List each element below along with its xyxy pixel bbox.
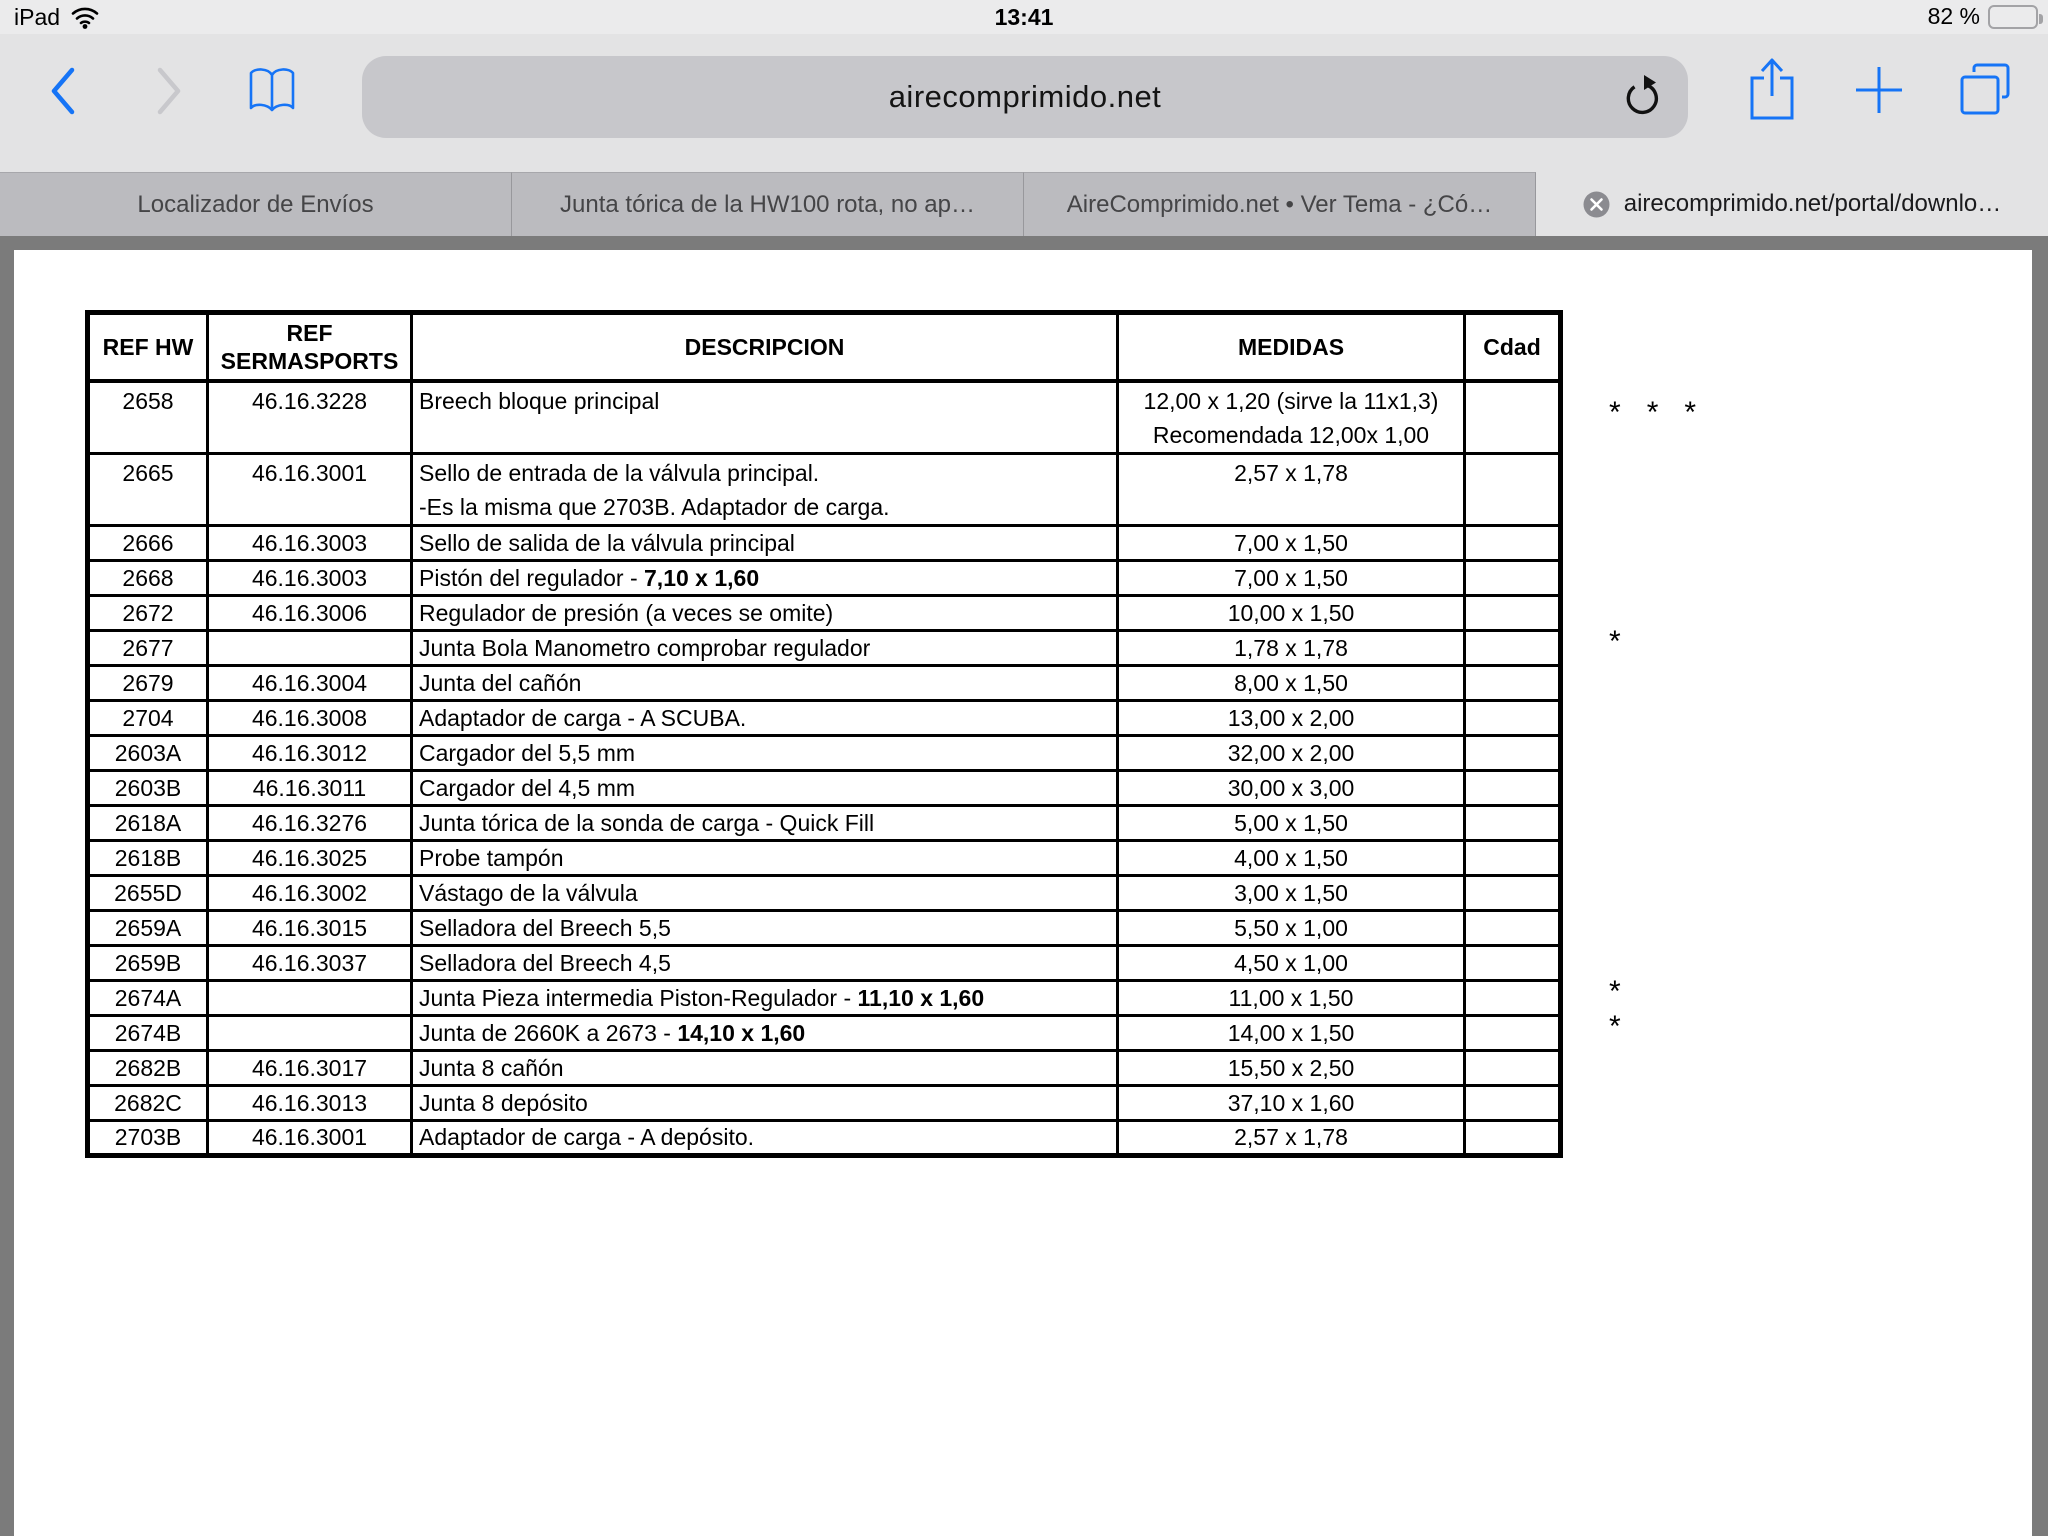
cell-cdad	[1465, 700, 1561, 735]
column-header-medidas: MEDIDAS	[1118, 313, 1465, 381]
table-body	[88, 381, 1561, 1156]
cell-ref-sermasports: 46.16.3004	[208, 665, 412, 700]
cell-cdad	[1465, 840, 1561, 875]
table-row	[88, 840, 1561, 875]
cell-cdad	[1465, 453, 1561, 525]
cell-medidas: 4,50 x 1,00	[1118, 945, 1465, 980]
asterisk-marker: *	[1609, 624, 1621, 658]
cell-ref-sermasports: 46.16.3017	[208, 1050, 412, 1085]
cell-descripcion: Pistón del regulador - 7,10 x 1,60	[412, 560, 1118, 595]
parts-table	[85, 310, 1563, 1158]
cell-ref-hw: 2668	[88, 560, 208, 595]
url-text: airecomprimido.net	[888, 79, 1162, 114]
cell-cdad	[1465, 665, 1561, 700]
cell-ref-sermasports: 46.16.3001	[208, 1120, 412, 1155]
cell-ref-sermasports: 46.16.3037	[208, 945, 412, 980]
cell-ref-sermasports: 46.16.3006	[208, 595, 412, 630]
cell-cdad	[1465, 805, 1561, 840]
cell-ref-hw: 2618A	[88, 805, 208, 840]
table-row	[88, 1050, 1561, 1085]
cell-ref-sermasports: 46.16.3001	[208, 453, 412, 525]
cell-descripcion: Junta de 2660K a 2673 - 14,10 x 1,60	[412, 1015, 1118, 1050]
battery-icon	[1988, 5, 2038, 29]
cell-medidas: 12,00 x 1,20 (sirve la 11x1,3) Recomendada 12,00x 1,00	[1118, 381, 1465, 454]
cell-cdad	[1465, 1050, 1561, 1085]
table-row	[88, 770, 1561, 805]
table-row	[88, 910, 1561, 945]
cell-cdad	[1465, 875, 1561, 910]
tab-title: Junta tórica de la HW100 rota, no ap…	[560, 190, 975, 218]
cell-ref-hw: 2677	[88, 630, 208, 665]
close-icon[interactable]	[1583, 191, 1610, 218]
table-row	[88, 700, 1561, 735]
table-row	[88, 665, 1561, 700]
cell-ref-sermasports: 46.16.3003	[208, 560, 412, 595]
browser-chrome	[0, 0, 2048, 236]
table-row	[88, 735, 1561, 770]
cell-descripcion: Adaptador de carga - A SCUBA.	[412, 700, 1118, 735]
cell-cdad	[1465, 1015, 1561, 1050]
table-row	[88, 1085, 1561, 1120]
cell-ref-sermasports: 46.16.3228	[208, 381, 412, 454]
tab-title: airecomprimido.net/portal/downlo…	[1623, 190, 2002, 217]
cell-ref-hw: 2672	[88, 595, 208, 630]
status-bar	[0, 0, 2048, 34]
clock: 13:41	[994, 4, 1054, 30]
tab-junta-torica-hw100[interactable]	[512, 172, 1024, 236]
cell-cdad	[1465, 770, 1561, 805]
cell-ref-sermasports	[208, 630, 412, 665]
forward-button[interactable]	[156, 67, 182, 115]
tab-overview-button[interactable]	[1956, 60, 2014, 118]
cell-ref-hw: 2603A	[88, 735, 208, 770]
asterisk-marker: * * *	[1609, 395, 1697, 429]
cell-medidas: 32,00 x 2,00	[1118, 735, 1465, 770]
cell-cdad	[1465, 945, 1561, 980]
cell-descripcion: Adaptador de carga - A depósito.	[412, 1120, 1118, 1155]
table-row	[88, 875, 1561, 910]
navigation-toolbar	[0, 34, 2048, 146]
cell-ref-hw: 2682C	[88, 1085, 208, 1120]
cell-medidas: 7,00 x 1,50	[1118, 560, 1465, 595]
tab-title: Localizador de Envíos	[137, 190, 374, 218]
cell-descripcion: Selladora del Breech 4,5	[412, 945, 1118, 980]
cell-descripcion: Probe tampón	[412, 840, 1118, 875]
cell-ref-hw: 2674B	[88, 1015, 208, 1050]
cell-medidas: 8,00 x 1,50	[1118, 665, 1465, 700]
cell-ref-sermasports: 46.16.3013	[208, 1085, 412, 1120]
cell-ref-sermasports: 46.16.3025	[208, 840, 412, 875]
cell-cdad	[1465, 910, 1561, 945]
cell-ref-hw: 2674A	[88, 980, 208, 1015]
tab-localizador-de-envios[interactable]	[0, 172, 512, 236]
document-page[interactable]	[14, 250, 2032, 1536]
cell-cdad	[1465, 560, 1561, 595]
cell-ref-sermasports	[208, 1015, 412, 1050]
cell-descripcion: Junta 8 depósito	[412, 1085, 1118, 1120]
column-header-ref-sermasports: REF SERMASPORTS	[208, 313, 412, 381]
back-button[interactable]	[50, 67, 76, 115]
cell-cdad	[1465, 381, 1561, 454]
table-row	[88, 595, 1561, 630]
share-button[interactable]	[1746, 56, 1798, 122]
cell-descripcion: Sello de entrada de la válvula principal. -Es la misma que 2703B. Adaptador de carga.	[412, 453, 1118, 525]
cell-medidas: 7,00 x 1,50	[1118, 525, 1465, 560]
cell-cdad	[1465, 735, 1561, 770]
cell-medidas: 2,57 x 1,78	[1118, 453, 1465, 525]
battery-percent: 82 %	[1927, 3, 1980, 29]
cell-medidas: 11,00 x 1,50	[1118, 980, 1465, 1015]
cell-cdad	[1465, 1085, 1561, 1120]
device-label: iPad	[14, 4, 61, 30]
cell-medidas: 2,57 x 1,78	[1118, 1120, 1465, 1155]
cell-ref-hw: 2618B	[88, 840, 208, 875]
cell-descripcion: Vástago de la válvula	[412, 875, 1118, 910]
column-header-cdad: Cdad	[1465, 313, 1561, 381]
cell-descripcion: Breech bloque principal	[412, 381, 1118, 454]
asterisk-marker: *	[1609, 974, 1621, 1008]
table-row	[88, 805, 1561, 840]
cell-ref-hw: 2703B	[88, 1120, 208, 1155]
cell-medidas: 14,00 x 1,50	[1118, 1015, 1465, 1050]
bookmarks-button[interactable]	[246, 64, 298, 116]
cell-descripcion: Junta tórica de la sonda de carga - Quick Fill	[412, 805, 1118, 840]
cell-descripcion: Cargador del 5,5 mm	[412, 735, 1118, 770]
column-header-descripcion: DESCRIPCION	[412, 313, 1118, 381]
cell-ref-sermasports: 46.16.3008	[208, 700, 412, 735]
table-row	[88, 560, 1561, 595]
cell-descripcion: Selladora del Breech 5,5	[412, 910, 1118, 945]
cell-medidas: 3,00 x 1,50	[1118, 875, 1465, 910]
cell-medidas: 4,00 x 1,50	[1118, 840, 1465, 875]
cell-medidas: 1,78 x 1,78	[1118, 630, 1465, 665]
cell-descripcion: Sello de salida de la válvula principal	[412, 525, 1118, 560]
cell-ref-hw: 2659A	[88, 910, 208, 945]
tab-active-portal-download[interactable]	[1536, 172, 2048, 236]
table-row	[88, 525, 1561, 560]
cell-medidas: 5,50 x 1,00	[1118, 910, 1465, 945]
cell-ref-hw: 2666	[88, 525, 208, 560]
cell-cdad	[1465, 980, 1561, 1015]
cell-ref-hw: 2603B	[88, 770, 208, 805]
cell-ref-sermasports: 46.16.3015	[208, 910, 412, 945]
table-row	[88, 381, 1561, 454]
cell-medidas: 13,00 x 2,00	[1118, 700, 1465, 735]
cell-ref-hw: 2665	[88, 453, 208, 525]
cell-ref-sermasports: 46.16.3002	[208, 875, 412, 910]
cell-ref-hw: 2655D	[88, 875, 208, 910]
table-row	[88, 980, 1561, 1015]
cell-medidas: 30,00 x 3,00	[1118, 770, 1465, 805]
cell-descripcion: Junta 8 cañón	[412, 1050, 1118, 1085]
cell-ref-sermasports: 46.16.3012	[208, 735, 412, 770]
tab-bar	[0, 172, 2048, 236]
cell-ref-hw: 2704	[88, 700, 208, 735]
cell-descripcion: Junta Bola Manometro comprobar regulador	[412, 630, 1118, 665]
tab-ver-tema[interactable]	[1024, 172, 1536, 236]
cell-cdad	[1465, 595, 1561, 630]
column-header-ref-hw: REF HW	[88, 313, 208, 381]
cell-medidas: 15,50 x 2,50	[1118, 1050, 1465, 1085]
cell-descripcion: Junta Pieza intermedia Piston-Regulador - 11,10 x 1,60	[412, 980, 1118, 1015]
cell-ref-sermasports: 46.16.3011	[208, 770, 412, 805]
reload-button[interactable]	[1620, 73, 1664, 121]
table-header	[88, 313, 1561, 381]
asterisk-marker: *	[1609, 1009, 1621, 1043]
table-row	[88, 1120, 1561, 1155]
cell-ref-hw: 2682B	[88, 1050, 208, 1085]
cell-descripcion: Regulador de presión (a veces se omite)	[412, 595, 1118, 630]
cell-descripcion: Cargador del 4,5 mm	[412, 770, 1118, 805]
table-row	[88, 1015, 1561, 1050]
tab-title: AireComprimido.net • Ver Tema - ¿Có…	[1066, 190, 1493, 218]
cell-descripcion: Junta del cañón	[412, 665, 1118, 700]
cell-medidas: 5,00 x 1,50	[1118, 805, 1465, 840]
cell-cdad	[1465, 525, 1561, 560]
cell-ref-hw: 2659B	[88, 945, 208, 980]
cell-ref-sermasports	[208, 980, 412, 1015]
cell-ref-sermasports: 46.16.3003	[208, 525, 412, 560]
table-row	[88, 453, 1561, 525]
cell-ref-sermasports: 46.16.3276	[208, 805, 412, 840]
table-row	[88, 630, 1561, 665]
cell-cdad	[1465, 630, 1561, 665]
cell-ref-hw: 2658	[88, 381, 208, 454]
new-tab-button[interactable]	[1852, 63, 1906, 117]
cell-ref-hw: 2679	[88, 665, 208, 700]
cell-medidas: 10,00 x 1,50	[1118, 595, 1465, 630]
cell-medidas: 37,10 x 1,60	[1118, 1085, 1465, 1120]
table-row	[88, 945, 1561, 980]
cell-cdad	[1465, 1120, 1561, 1155]
url-field[interactable]	[362, 56, 1688, 138]
